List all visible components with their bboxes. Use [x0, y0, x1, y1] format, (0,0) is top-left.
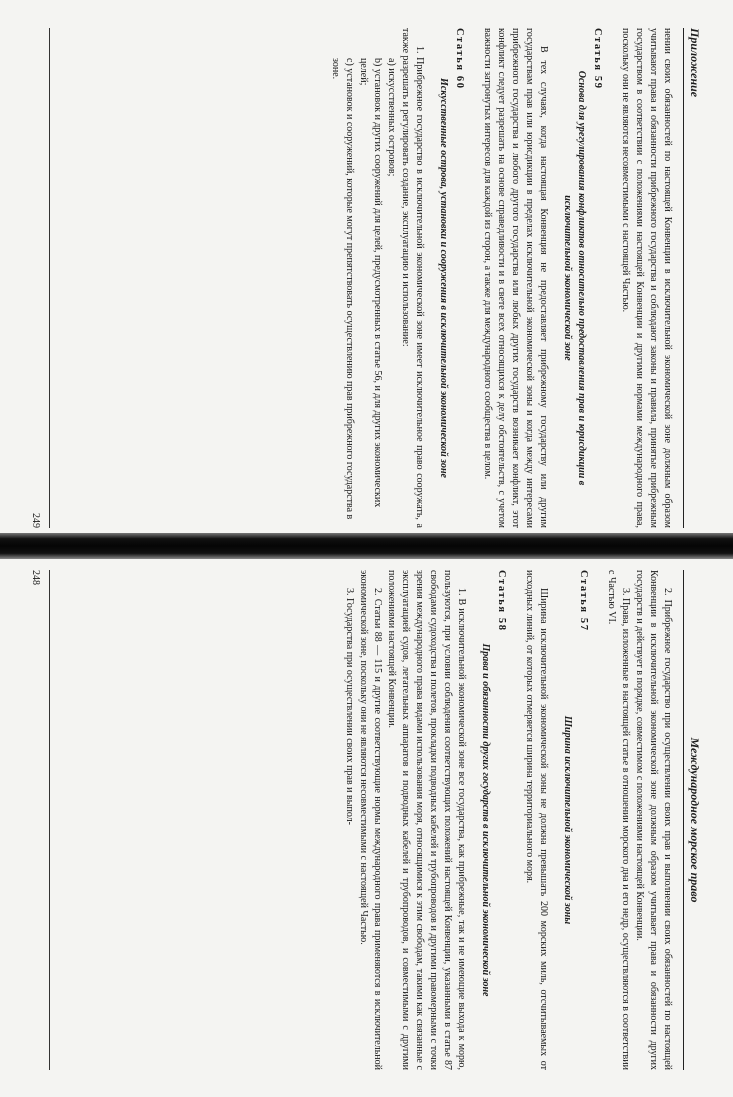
paragraph: В тех случаях, когда настоящая Конвенция не предоставляет прибрежному государству или другим государствам прав или юрисдикции в пределах исключительной экономической зоны и когда между интересами прибрежного государства и любого другого государства или любых других государств возникает конфликт, этот конфликт следует разрешать на основе справедливости и в свете всех относящихся к делу обстоятельств, с учетом важности затронутых интересов для каждой из сторон, а также для международного сообщества в целом. — [482, 28, 549, 528]
article-title: Права и обязанности других государств в исключительной экономической зоне — [480, 643, 491, 997]
page-footer — [22, 28, 50, 528]
running-head: Международное морское право — [683, 570, 704, 1070]
page-number: 248 — [30, 570, 41, 585]
page-number: 249 — [30, 513, 41, 528]
list-item: b) установок и других сооружений для целей, предусмотренных в статье 56, и для других экономических целей; — [358, 58, 383, 508]
footer-rule — [49, 570, 50, 1070]
paragraph: 1. Прибрежное государство в исключительной экономической зоне имеет исключительное право сооружать, а также разрешать и регулировать создание, эксплуатацию и использование: — [400, 28, 425, 528]
article-title: Основа для урегулирования конфликтов относительно предоставления прав и юрисдикции в исключительной экономической зоне — [562, 70, 587, 486]
paragraph: нении своих обязанностей по настоящей Конвенции в исключительной экономической зоне должным образом учитывают права и обязанности прибрежного государства и соблюдают законы и правила, принятые прибрежным государством в соответствии с положениями настоящей Конвенции и другими нормами международного права, поскольку они не являются несовместимыми с настоящей Частью. — [620, 28, 673, 528]
left-page — [18, 570, 708, 1070]
list-item: a) искусственных островов; — [386, 58, 397, 177]
article-title: Ширина исключительной экономической зоны — [562, 715, 573, 925]
footer-rule — [49, 28, 50, 528]
article-heading: Статья 58 — [496, 570, 507, 632]
paragraph: 2. Прибрежное государство при осуществлении своих прав и выполнении своих обязанностей по настоящей Конвенции в исключительной экономической зоне должным образом учитывает права и обязанности других государств и действует в порядке, совместимом с положениями настоящей Конвенции. — [634, 570, 673, 1070]
paragraph: Ширина исключительной экономической зоны не должна превышать 200 морских миль, отсчитываемых от исходных линий, от которых отмеряется ширина территориального моря. — [524, 570, 549, 1070]
article-heading: Статья 57 — [578, 570, 589, 632]
right-page — [18, 28, 708, 528]
paragraph: 3. Государства при осуществлении своих прав и выпол- — [344, 588, 355, 826]
paragraph: 2. Статьи 88 — 115 и другие соответствующие нормы международного права применяются в исключительной экономической зоне, поскольку они не являются несовместимыми с настоящей Частью. — [358, 570, 383, 1070]
page-body — [56, 28, 674, 528]
paragraph: 3. Права, изложенные в настоящей статье в отношении морского дна и его недр, осуществляются в соответствии с Частью VI. — [606, 570, 631, 1070]
book-gutter — [0, 533, 733, 559]
article-heading: Статья 59 — [592, 28, 603, 90]
page-footer — [22, 570, 50, 1070]
page-body — [56, 570, 674, 1070]
article-title: Искусственные острова, установки и сооружения в исключительной экономической зоне — [438, 78, 449, 478]
article-heading: Статья 60 — [454, 28, 465, 90]
running-head: Приложение — [683, 28, 704, 528]
paragraph: 1. В исключительной экономической зоне все государства, как прибрежные, так и не имеющие выхода к морю, пользуются, при условии соблюдения соответствующих положений настоящей Конвенции, указанными в статье 87 свободами судоходства и полетов, прокладки подводных кабелей и трубопроводов и другими правомерными с точки зрения международного права видами использования моря, относящимися к этим свободам, такими как связанные с эксплуатацией судов, летательных аппаратов и подводных кабелей и трубопроводов, и совместимыми с другими положениями настоящей Конвенции. — [386, 570, 467, 1070]
list-item: c) установок и сооружений, которые могут препятствовать осуществлению прав прибрежного государства в зоне. — [330, 58, 355, 520]
